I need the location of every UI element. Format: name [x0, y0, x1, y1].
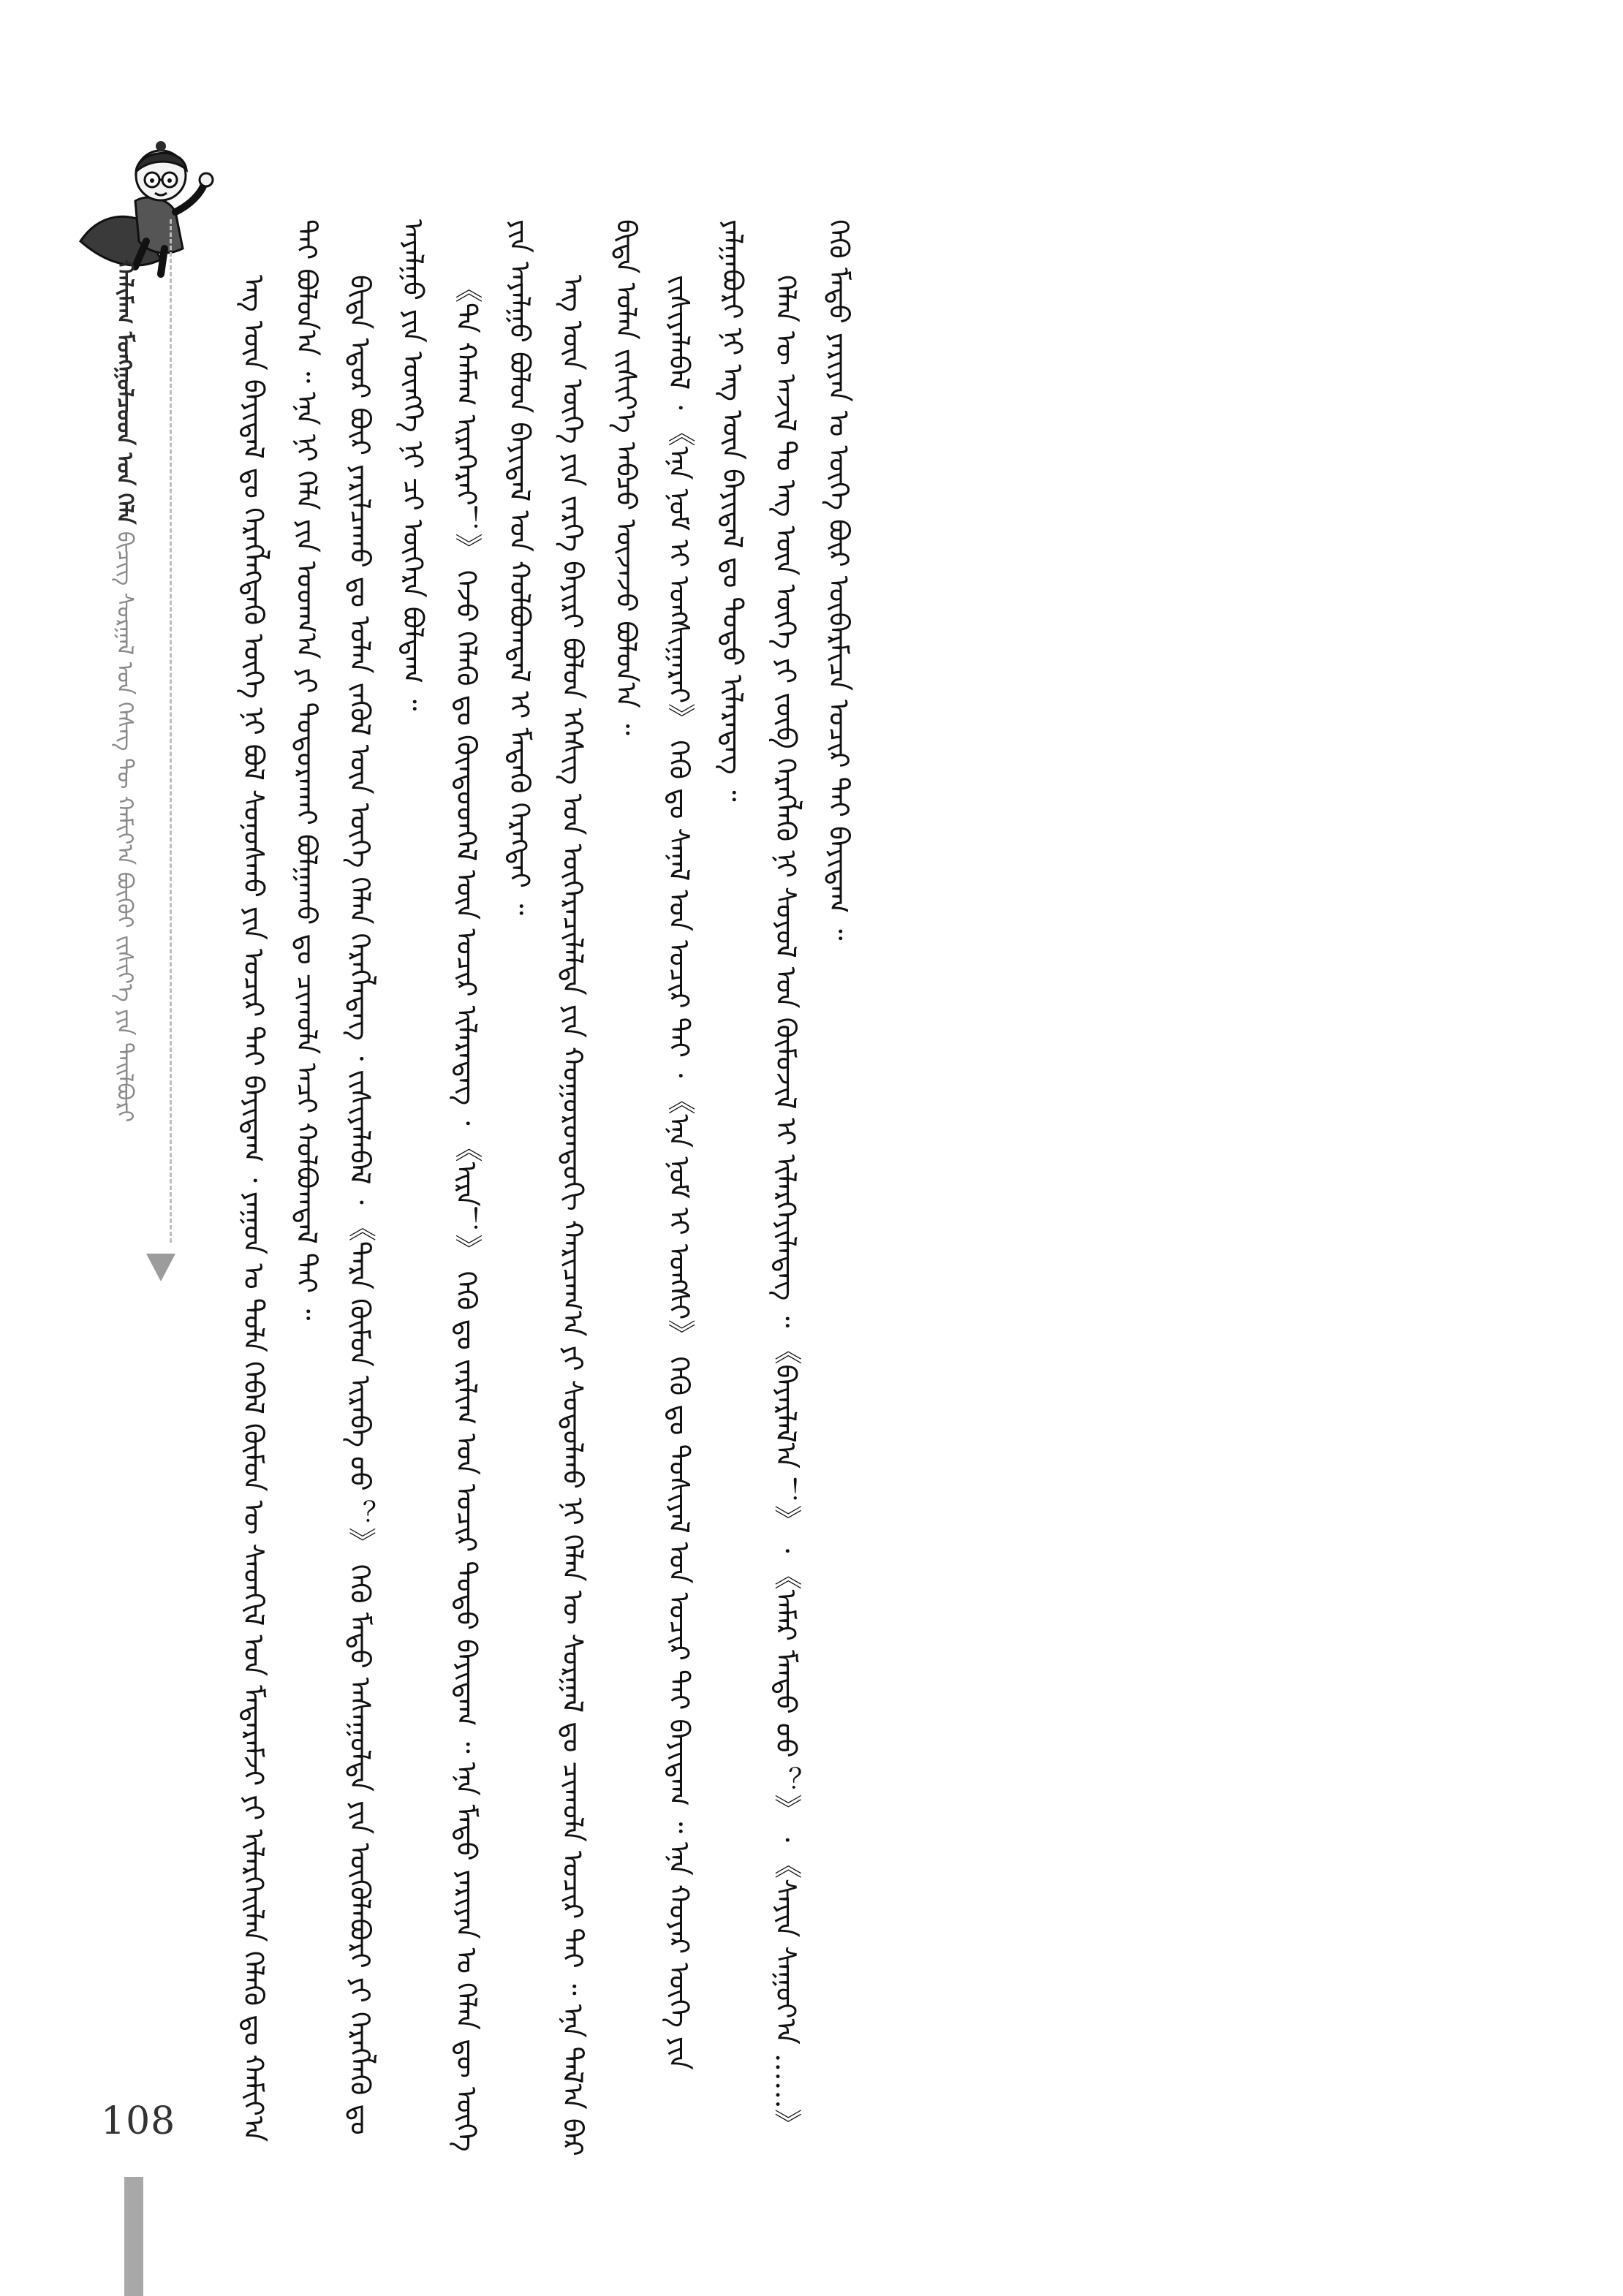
- paragraph: ᠵᠢᠱᠢᠶᠡᠯᠡᠪᠡᠯ ᠂ 《ᠡᠨᠡ ᠨᠣᠮ ᠢ ᠤᠩᠰᠢᠭᠠᠷᠠᠢ》 ᠭᠡᠬᠦ ᠳᠤ ᠰᠠᠨᠠᠯ ᠤᠨ ᠤᠴᠢᠷ ᠲᠠᠢ ᠂ 《ᠡᠨᠡ ᠨᠣᠮ ᠢ ᠤᠩᠰᠢ》 ᠭᠡᠬᠦ ᠳᠤ ᠲᠤᠰᠢᠶᠠᠯ ᠤᠨ ᠤᠴᠢᠷ ᠲᠠᠢ ᠪᠠᠶᠢᠳᠠᠭ ᠃ ᠡᠨᠡ ᠬᠣᠶᠠᠷ ᠦᠭᠡ ᠶᠢᠨ ᠶᠠᠯᠭᠠᠪᠤᠷᠢ ᠨᠢ ᠡᠩ ᠦᠨ ᠪᠠᠶᠢᠳᠠᠯ ᠳᠤ ᠲᠣᠳᠣ ᠢᠯᠡᠷᠡᠳᠡᠭ ᠃: [663, 219, 749, 2070]
- running-header-rest: ᠪᠢᠴᠢᠭ ᠰᠤᠷᠭᠠᠯ ᠤᠨ ᠬᠡᠰᠡᠭ ᠲᠦ ᠬᠠᠮᠢᠶ᠎ᠠ ᠪᠦᠬᠦᠢ ᠵᠢᠱᠢᠶ᠎ᠡ ᠶᠢᠨ ᠲᠠᠢᠯᠪᠤᠷᠢ: [112, 531, 137, 1123]
- running-header: [110, 259, 168, 1276]
- margin-tab: [124, 2177, 143, 2296]
- page-number: 108: [101, 2099, 176, 2143]
- header-arrow-icon: [146, 1254, 175, 1281]
- body-text: [227, 219, 1426, 2164]
- running-header-text: [110, 259, 168, 1232]
- header-divider: [170, 219, 172, 1243]
- running-header-bold: ᠬᠠᠯᠢᠮᠠᠭ ᠮᠣᠩᠭᠣᠯᠴᠤᠳ ᠤᠨ ᠬᠡᠯᠡ: [112, 259, 137, 525]
- paragraph: ᠬᠡᠯᠡᠨ ᠦ ᠠᠵᠢᠯ ᠲᠤ ᠡᠩ ᠦᠨ ᠦᠭᠡ ᠶᠢ ᠵᠥᠪ ᠬᠡᠷᠡᠭᠯᠡᠬᠦ ᠨᠢ ᠰᠣᠶᠣᠯ ᠤᠨ ᠬᠥᠮᠦᠵᠢᠯ ᠢ ᠢᠯᠡᠷᠬᠡᠶᠢᠯᠡᠳᠡᠭ ᠃ 《ᠪᠠᠶᠠᠷᠯᠠᠯ᠎ᠠ ！》 ᠂ 《ᠠᠮᠠᠷ ᠮᠡᠨᠳᠦ ᠦᠦ ？》 ᠂ 《ᠰᠠᠶᠢᠨ ᠰᠠᠭᠤᠶ᠎ᠠ ……》 ᠭᠡᠬᠦ ᠮᠡᠲᠦ ᠶᠠᠷᠢᠶᠠᠨ ᠤ ᠦᠭᠡ ᠪᠦᠷ ᠥᠪᠡᠷᠮᠢᠴᠡ ᠤᠴᠢᠷ ᠲᠠᠢ ᠪᠠᠶᠢᠳᠠᠭ ᠃: [769, 219, 855, 2137]
- paragraph: 《ᠲᠠ ᠬᠠᠮᠠᠭ ᠢᠷᠡᠭᠡᠷᠡᠢ！》 ᠭᠡᠵᠦ ᠬᠡᠯᠡᠬᠦ ᠳᠤ ᠬᠦᠨᠳᠦᠳᠬᠡᠯ ᠦᠨ ᠤᠴᠢᠷ ᠢᠯᠡᠷᠡᠳᠡᠭ ᠂ 《ᠢᠷᠡ！》 ᠭᠡᠬᠦ ᠳᠤ ᠵᠠᠷᠯᠢᠭ ᠤᠨ ᠤᠴᠢᠷ ᠲᠣᠳᠣ ᠪᠠᠶᠢᠳᠠᠭ ᠃ ᠡᠨᠡ ᠮᠡᠲᠦ ᠶᠠᠷᠢᠶᠠᠨ ᠤ ᠬᠡᠯᠡᠨ ᠳᠦ ᠦᠭᠡ ᠶᠢᠨ ᠠᠶᠠᠯᠭᠤ ᠪᠣᠯᠤᠨ ᠪᠠᠶᠢᠳᠠᠯ ᠤᠨ ᠬᠣᠯᠪᠣᠭᠳᠠᠯ ᠢ ᠮᠡᠳᠡᠬᠦ ᠬᠡᠷᠡᠭᠲᠡᠢ ᠃: [450, 219, 536, 2152]
- paragraph: ᠡᠩ ᠦᠨ ᠪᠠᠶᠢᠳᠠᠯ ᠳᠤ ᠬᠡᠷᠡᠭᠯᠡᠭᠳᠡᠬᠦ ᠦᠭᠡ ᠨᠢ ᠪᠣᠯ ᠰᠣᠨᠣᠰᠬᠤ ᠶᠢᠨ ᠤᠴᠢᠷ ᠲᠠᠢ ᠪᠠᠶᠢᠳᠠᠭ ᠂ ᠶᠠᠭᠤᠨ ᠤ ᠲᠤᠯᠠ ᠭᠡᠪᠡᠯ ᠬᠦᠮᠦᠨ ᠦ ᠰᠡᠳᠬᠢᠯ ᠤᠨ ᠮᠡᠳᠡᠷᠡᠮᠵᠢ ᠶᠢ ᠢᠯᠡᠷᠬᠡᠢᠯᠡᠨ ᠬᠡᠯᠡᠬᠦ ᠳᠤ ᠬᠠᠮᠢᠶ᠎ᠠ ᠲᠠᠢ ᠪᠣᠯᠤᠨ᠎ᠠ ᠃ ᠡᠨᠡ ᠨᠢ ᠬᠡᠯᠡ ᠶᠢᠨ ᠤᠳᠬ᠎ᠠ ᠶᠢ ᠲᠣᠳᠤᠷᠠᠬᠠᠢ ᠪᠣᠯᠭᠠᠬᠤ ᠳᠤ ᠴᠢᠬᠤᠯᠠ ᠠᠴᠢ ᠬᠣᠯᠪᠣᠭᠳᠠᠯ ᠲᠠᠢ ᠃: [237, 219, 323, 2142]
- mascot-illustration: [66, 132, 219, 278]
- paragraph: ᠪᠢᠳᠡ ᠡᠳᠦᠷ ᠪᠦᠷ ᠶᠠᠷᠢᠯᠴᠠᠬᠤ ᠳᠤ ᠣᠯᠠᠨ ᠵᠡᠭᠦᠯ ᠦᠨ ᠦᠭᠡ ᠬᠡᠯᠡᠨ ᠬᠡᠷᠡᠭᠯᠡᠳᠡᠭ ᠂ ᠵᠢᠱᠢᠶᠡᠯᠡᠪᠡᠯ ᠂ 《ᠲᠡᠷᠡ ᠬᠥᠮᠦᠨ ᠢᠷᠡᠪᠡ ᠦᠦ ？》 ᠭᠡᠬᠦ ᠮᠡᠲᠦ ᠠᠰᠠᠭᠤᠯᠲᠠ ᠶᠢᠨ ᠥᠭᠦᠯᠡᠪᠦᠷᠢ ᠶᠢ ᠬᠡᠷᠡᠭᠯᠡᠬᠦ ᠳᠤ ᠠᠶᠠᠯᠭᠤ ᠶᠢᠨ ᠥᠩᠭᠡ ᠨᠢ ᠴᠢ ᠥᠭᠡᠷᠡ ᠪᠣᠯᠳᠠᠭ ᠃: [344, 219, 430, 2135]
- paragraph: ᠡᠩ ᠦᠨ ᠦᠭᠡ ᠶᠢᠨ ᠵᠡᠷᠭᠡ ᠪᠠᠶᠢᠷᠢ ᠪᠣᠯᠤᠨ ᠡᠭᠡᠰᠢᠭ ᠤᠨ ᠥᠭᠡᠷᠡᠴᠢᠯᠡᠯᠲᠡ ᠶᠢᠨ ᠬᠣᠭᠣᠷᠤᠨᠳᠤᠬᠢ ᠬᠠᠷᠢᠴᠠᠭ᠎ᠠ ᠶᠢ ᠰᠤᠳᠤᠯᠬᠤ ᠨᠢ ᠬᠡᠯᠡᠨ ᠦ ᠰᠤᠷᠭᠠᠯ ᠳᠤ ᠴᠢᠬᠤᠯᠠ ᠤᠴᠢᠷ ᠲᠠᠢ ᠃ ᠡᠨᠡ ᠲᠠᠯ᠎ᠠ ᠪᠠᠷ ᠪᠢᠳᠡ ᠣᠯᠠᠨ ᠵᠢᠱᠢᠶ᠎ᠡ ᠠᠪᠴᠤ ᠦᠵᠡᠵᠦ ᠪᠣᠯᠤᠨ᠎ᠠ ᠃: [556, 219, 643, 2156]
